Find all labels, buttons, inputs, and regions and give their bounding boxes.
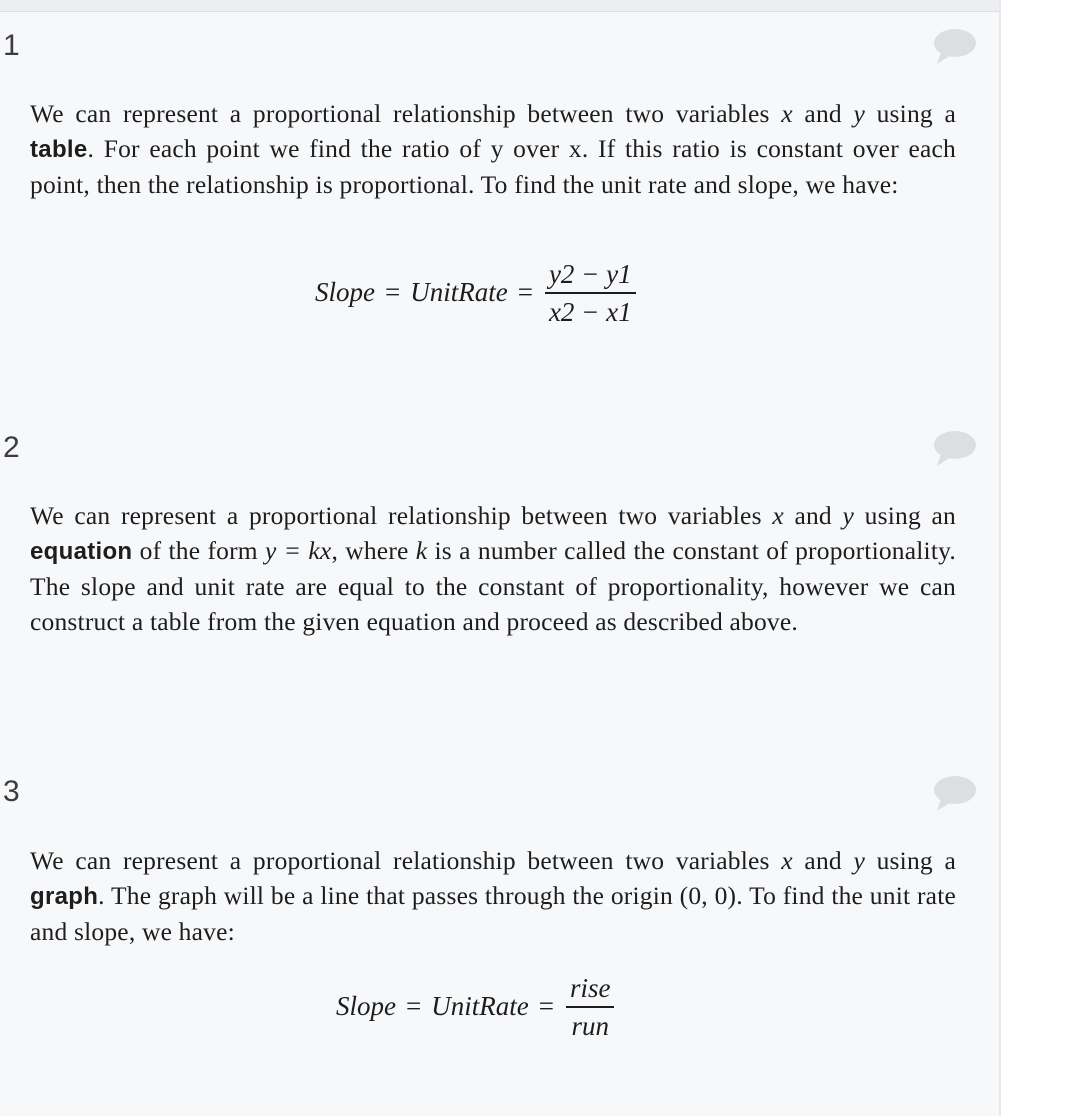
formula-denominator: x2 − x1 xyxy=(548,296,632,327)
formula-mid: UnitRate xyxy=(431,991,529,1022)
step-explanation: We can represent a proportional relationship between two variables x and y using a graph. The graph will be a line that passes through the origin (0, 0). To find the unit rate and slope, we have: xyxy=(30,846,956,946)
formula-fraction xyxy=(566,970,615,1044)
formula-lhs: Slope xyxy=(336,991,396,1022)
comment-icon[interactable] xyxy=(933,28,977,64)
step-number: 2 xyxy=(3,431,20,464)
comment-icon[interactable] xyxy=(933,430,977,466)
slope-formula: Slope = UnitRate = $\frac{y2 - y1}{x2 - x1}$ xyxy=(315,256,636,330)
formula-numerator: rise xyxy=(569,973,611,1003)
formula-lhs: Slope xyxy=(315,277,375,308)
formula-fraction xyxy=(545,256,636,330)
formula-numerator: y2 − y1 xyxy=(548,259,632,289)
step-number: 3 xyxy=(3,775,20,808)
step-explanation: We can represent a proportional relationship between two variables x and y using an equation of the form y = kx, where k is a number called the constant of proportionality. The slope and unit rate are equal to the constant of proportionality, however we can construct a table from the given equation and proceed as described above. xyxy=(30,501,956,636)
formula-mid: UnitRate xyxy=(410,277,508,308)
keyword-table: table xyxy=(30,136,88,163)
formula-denominator: run xyxy=(571,1010,609,1041)
keyword-graph: graph xyxy=(30,883,99,910)
top-border xyxy=(0,0,1000,12)
keyword-equation: equation xyxy=(30,538,133,565)
right-panel xyxy=(1001,0,1080,1116)
step-explanation: We can represent a proportional relationship between two variables x and y using a table. For each point we find the ratio of y over x. If this ratio is constant over each point, then the relationship is proportional. To find the unit rate and slope, we have: xyxy=(30,99,956,199)
slope-formula: Slope = UnitRate = $\frac{\text{rise}}{\text{run}}$ xyxy=(336,970,614,1044)
step-number: 1 xyxy=(3,29,20,62)
comment-icon[interactable] xyxy=(933,775,977,811)
